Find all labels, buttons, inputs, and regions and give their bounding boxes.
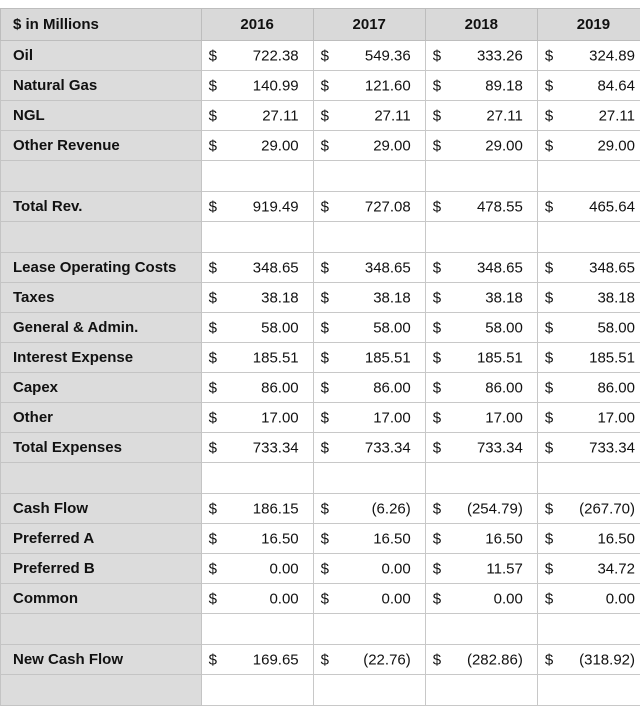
cell-value: 58.00 [597,319,635,336]
value-cell[interactable] [537,313,640,343]
cell-value: (318.92) [579,651,635,668]
cell-value: 27.11 [598,107,635,124]
value-cell[interactable] [425,71,537,101]
currency-symbol: $ [544,47,554,64]
currency-symbol: $ [432,107,442,124]
cell-value: 86.00 [485,379,523,396]
table-body [1,41,640,706]
currency-symbol: $ [544,379,554,396]
year-header[interactable]: 2019 [537,9,640,41]
row-label[interactable]: Preferred B [1,554,202,584]
value-cell[interactable] [201,373,313,403]
value-cell[interactable] [537,131,640,161]
value-cell[interactable] [537,403,640,433]
value-cell[interactable] [201,192,313,222]
currency-symbol: $ [320,107,329,124]
value-cell[interactable] [313,494,425,524]
value-cell[interactable] [425,343,537,373]
value-cell[interactable] [201,131,313,161]
cell-value: 17.00 [261,409,299,426]
currency-symbol: $ [432,560,442,577]
value-cell[interactable] [313,222,425,253]
cell-value: 0.00 [381,560,411,577]
value-cell[interactable] [313,283,425,313]
cell-value: 27.11 [486,107,523,124]
row-label[interactable] [1,463,202,494]
value-cell[interactable] [425,554,537,584]
financials-table [0,8,640,706]
cell-value: 733.34 [476,439,523,456]
cell-value: 38.18 [485,289,523,306]
currency-symbol: $ [320,409,329,426]
currency-symbol: $ [432,349,442,366]
table-row [1,41,640,71]
currency-symbol: $ [432,379,442,396]
cell-value: 919.49 [252,198,299,215]
cell-value: 733.34 [364,439,411,456]
cell-value: 465.64 [589,198,635,215]
currency-symbol: $ [208,500,217,517]
row-label[interactable]: Natural Gas [1,71,202,101]
row-label[interactable]: Capex [1,373,202,403]
table-row [1,433,640,463]
currency-symbol: $ [544,530,554,547]
value-cell[interactable] [425,403,537,433]
currency-symbol: $ [320,259,329,276]
value-cell[interactable] [425,494,537,524]
currency-symbol: $ [544,319,554,336]
value-cell[interactable] [313,554,425,584]
value-cell[interactable] [537,101,640,131]
cell-value: (22.76) [363,651,411,668]
currency-symbol: $ [320,289,329,306]
row-label[interactable]: General & Admin. [1,313,202,343]
value-cell[interactable] [537,41,640,71]
value-cell[interactable] [537,283,640,313]
currency-symbol: $ [320,500,329,517]
value-cell[interactable] [537,614,640,645]
cell-value: 16.50 [373,530,411,547]
cell-value: 185.51 [364,349,411,366]
currency-symbol: $ [320,651,329,668]
currency-symbol: $ [544,198,554,215]
row-label[interactable] [1,161,202,192]
currency-symbol: $ [544,259,554,276]
currency-symbol: $ [320,439,329,456]
cell-value: 733.34 [252,439,299,456]
value-cell[interactable] [425,161,537,192]
year-header[interactable]: 2018 [425,9,537,41]
blank-row [1,463,640,494]
value-cell[interactable] [313,343,425,373]
cell-value: 58.00 [373,319,411,336]
value-cell[interactable] [201,494,313,524]
value-cell[interactable] [537,253,640,283]
cell-value: 0.00 [269,590,299,607]
value-cell[interactable] [201,283,313,313]
cell-value: 29.00 [373,137,411,154]
value-cell[interactable] [425,373,537,403]
currency-symbol: $ [208,409,217,426]
value-cell[interactable] [201,161,313,192]
cell-value: 29.00 [261,137,299,154]
value-cell[interactable] [201,253,313,283]
cell-value: 11.57 [486,560,523,577]
currency-symbol: $ [320,137,329,154]
row-label[interactable]: Cash Flow [1,494,202,524]
currency-symbol: $ [320,349,329,366]
currency-symbol: $ [320,530,329,547]
cell-value: 333.26 [476,47,523,64]
currency-symbol: $ [432,439,442,456]
currency-symbol: $ [208,107,217,124]
cell-value: 140.99 [252,77,299,94]
currency-symbol: $ [208,319,217,336]
cell-value: 185.51 [476,349,523,366]
value-cell[interactable] [425,283,537,313]
row-label[interactable]: Oil [1,41,202,71]
currency-symbol: $ [208,289,217,306]
year-header[interactable]: 2017 [313,9,425,41]
cell-value: 348.65 [364,259,411,276]
value-cell[interactable] [201,101,313,131]
value-cell[interactable] [425,645,537,675]
currency-symbol: $ [432,319,442,336]
value-cell[interactable] [201,584,313,614]
blank-row [1,675,640,706]
value-cell[interactable] [201,41,313,71]
cell-value: 727.08 [364,198,411,215]
value-cell[interactable] [313,71,425,101]
value-cell[interactable] [537,161,640,192]
cell-value: 121.60 [364,77,411,94]
currency-symbol: $ [208,530,217,547]
value-cell[interactable] [201,614,313,645]
currency-symbol: $ [432,409,442,426]
cell-value: (282.86) [466,651,523,668]
currency-symbol: $ [208,439,217,456]
value-cell[interactable] [201,645,313,675]
value-cell[interactable] [201,675,313,706]
currency-symbol: $ [320,379,329,396]
cell-value: 29.00 [485,137,523,154]
cell-value: 86.00 [597,379,635,396]
currency-symbol: $ [208,198,217,215]
cell-value: 549.36 [364,47,411,64]
value-cell[interactable] [425,101,537,131]
currency-symbol: $ [544,107,554,124]
value-cell[interactable] [537,222,640,253]
value-cell[interactable] [313,313,425,343]
value-cell[interactable] [201,343,313,373]
value-cell[interactable] [201,433,313,463]
cell-value: 89.18 [485,77,523,94]
currency-symbol: $ [432,47,442,64]
row-label[interactable]: Preferred A [1,524,202,554]
cell-value: 58.00 [485,319,523,336]
cell-value: 348.65 [252,259,299,276]
cell-value: 733.34 [589,439,635,456]
value-cell[interactable] [425,463,537,494]
value-cell[interactable] [201,524,313,554]
cell-value: 169.65 [252,651,299,668]
value-cell[interactable] [313,253,425,283]
currency-symbol: $ [544,409,554,426]
cell-value: 324.89 [589,47,635,64]
cell-value: 17.00 [597,409,635,426]
value-cell[interactable] [201,222,313,253]
cell-value: 58.00 [261,319,299,336]
value-cell[interactable] [425,584,537,614]
row-label[interactable]: Total Rev. [1,192,202,222]
row-label[interactable]: Other [1,403,202,433]
cell-value: 16.50 [261,530,299,547]
currency-symbol: $ [544,77,554,94]
cell-value: 185.51 [589,349,635,366]
currency-symbol: $ [320,590,329,607]
table-row [1,192,640,222]
currency-symbol: $ [320,319,329,336]
cell-value: 348.65 [476,259,523,276]
cell-value: 0.00 [381,590,411,607]
currency-symbol: $ [320,77,329,94]
year-header[interactable]: 2016 [201,9,313,41]
value-cell[interactable] [425,192,537,222]
value-cell[interactable] [313,584,425,614]
value-cell[interactable] [537,192,640,222]
cell-value: 86.00 [373,379,411,396]
currency-symbol: $ [544,651,554,668]
cell-value: 38.18 [373,289,411,306]
currency-symbol: $ [208,47,217,64]
row-label[interactable]: New Cash Flow [1,645,202,675]
currency-symbol: $ [432,500,442,517]
table-row [1,101,640,131]
currency-symbol: $ [320,47,329,64]
cell-value: 38.18 [597,289,635,306]
cell-value: 722.38 [252,47,299,64]
currency-symbol: $ [432,651,442,668]
cell-value: 16.50 [485,530,523,547]
value-cell[interactable] [313,614,425,645]
currency-symbol: $ [208,560,217,577]
value-cell[interactable] [313,403,425,433]
cell-value: 0.00 [605,590,635,607]
currency-symbol: $ [432,77,442,94]
value-cell[interactable] [425,433,537,463]
value-cell[interactable] [201,71,313,101]
value-cell[interactable] [313,463,425,494]
currency-symbol: $ [544,560,554,577]
cell-value: 84.64 [597,77,635,94]
value-cell[interactable] [425,614,537,645]
value-cell[interactable] [201,554,313,584]
value-cell[interactable] [537,494,640,524]
value-cell[interactable] [425,222,537,253]
table-row [1,313,640,343]
table-row [1,554,640,584]
currency-symbol: $ [432,259,442,276]
value-cell[interactable] [201,313,313,343]
currency-symbol: $ [544,137,554,154]
units-header[interactable]: $ in Millions [1,9,202,41]
currency-symbol: $ [208,590,217,607]
cell-value: 34.72 [597,560,635,577]
currency-symbol: $ [320,198,329,215]
value-cell[interactable] [313,131,425,161]
blank-row [1,222,640,253]
value-cell[interactable] [537,675,640,706]
value-cell[interactable] [537,343,640,373]
cell-value: (267.70) [579,500,635,517]
value-cell[interactable] [425,253,537,283]
value-cell[interactable] [537,373,640,403]
cell-value: 0.00 [493,590,523,607]
table-row [1,373,640,403]
value-cell[interactable] [425,131,537,161]
cell-value: 16.50 [597,530,635,547]
currency-symbol: $ [432,530,442,547]
value-cell[interactable] [425,675,537,706]
row-label[interactable]: Taxes [1,283,202,313]
currency-symbol: $ [432,289,442,306]
table-row [1,71,640,101]
currency-symbol: $ [208,379,217,396]
currency-symbol: $ [432,590,442,607]
currency-symbol: $ [208,349,217,366]
row-label[interactable]: Lease Operating Costs [1,253,202,283]
cell-value: 185.51 [252,349,299,366]
value-cell[interactable] [313,675,425,706]
cell-value: 348.65 [589,259,635,276]
table-row [1,283,640,313]
row-label[interactable] [1,222,202,253]
currency-symbol: $ [544,349,554,366]
table-row [1,584,640,614]
value-cell[interactable] [313,101,425,131]
value-cell[interactable] [313,645,425,675]
value-cell[interactable] [201,403,313,433]
currency-symbol: $ [432,137,442,154]
blank-row [1,161,640,192]
value-cell[interactable] [313,192,425,222]
cell-value: 478.55 [476,198,523,215]
table-row [1,403,640,433]
currency-symbol: $ [208,651,217,668]
currency-symbol: $ [208,137,217,154]
row-label[interactable]: NGL [1,101,202,131]
table-row [1,645,640,675]
cell-value: 27.11 [374,107,411,124]
row-label[interactable]: Total Expenses [1,433,202,463]
value-cell[interactable] [425,41,537,71]
currency-symbol: $ [544,500,554,517]
value-cell[interactable] [313,524,425,554]
currency-symbol: $ [544,289,554,306]
cell-value: 17.00 [373,409,411,426]
value-cell[interactable] [537,524,640,554]
value-cell[interactable] [537,584,640,614]
cell-value: 27.11 [262,107,299,124]
row-label[interactable] [1,675,202,706]
cell-value: 29.00 [597,137,635,154]
table-row [1,494,640,524]
currency-symbol: $ [432,198,442,215]
cell-value: 0.00 [269,560,299,577]
value-cell[interactable] [537,554,640,584]
header-row [1,9,640,41]
row-label[interactable]: Interest Expense [1,343,202,373]
value-cell[interactable] [425,313,537,343]
table-row [1,524,640,554]
table-row [1,253,640,283]
currency-symbol: $ [544,590,554,607]
cell-value: 186.15 [252,500,299,517]
value-cell[interactable] [313,161,425,192]
value-cell[interactable] [537,433,640,463]
currency-symbol: $ [544,439,554,456]
value-cell[interactable] [313,373,425,403]
cell-value: 17.00 [485,409,523,426]
currency-symbol: $ [208,259,217,276]
cell-value: (6.26) [371,500,411,517]
cell-value: (254.79) [466,500,523,517]
value-cell[interactable] [201,463,313,494]
table-row [1,131,640,161]
value-cell[interactable] [537,71,640,101]
value-cell[interactable] [313,433,425,463]
currency-symbol: $ [320,560,329,577]
cell-value: 38.18 [261,289,299,306]
table-row [1,343,640,373]
row-label[interactable]: Common [1,584,202,614]
blank-row [1,614,640,645]
value-cell[interactable] [537,463,640,494]
value-cell[interactable] [313,41,425,71]
row-label[interactable] [1,614,202,645]
value-cell[interactable] [425,524,537,554]
row-label[interactable]: Other Revenue [1,131,202,161]
value-cell[interactable] [537,645,640,675]
currency-symbol: $ [208,77,217,94]
cell-value: 86.00 [261,379,299,396]
